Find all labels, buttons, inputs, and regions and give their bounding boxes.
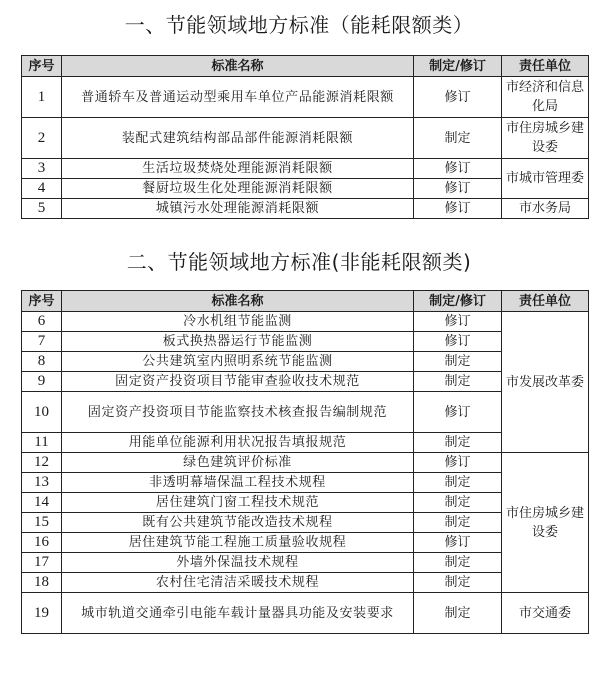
header-name: 标准名称 (62, 291, 414, 312)
row-no: 5 (22, 199, 62, 219)
header-no: 序号 (22, 56, 62, 77)
table-row (22, 118, 589, 159)
row-type: 制定 (414, 372, 502, 392)
row-standard-name: 公共建筑室内照明系统节能监测 (62, 352, 414, 372)
row-type: 制定 (414, 593, 502, 634)
row-unit: 市住房城乡建设委 (502, 118, 589, 159)
header-type: 制定/修订 (414, 291, 502, 312)
table-row (22, 159, 589, 179)
row-standard-name: 绿色建筑评价标准 (62, 453, 414, 473)
table-row (22, 593, 589, 634)
row-standard-name: 普通轿车及普通运动型乘用车单位产品能源消耗限额 (62, 77, 414, 118)
row-type: 制定 (414, 352, 502, 372)
row-standard-name: 用能单位能源利用状况报告填报规范 (62, 433, 414, 453)
row-type: 修订 (414, 179, 502, 199)
row-no: 17 (22, 553, 62, 573)
row-unit: 市住房城乡建设委 (502, 453, 589, 593)
row-no: 7 (22, 332, 62, 352)
row-standard-name: 冷水机组节能监测 (62, 312, 414, 332)
row-standard-name: 城市轨道交通牵引电能车载计量器具功能及安装要求 (62, 593, 414, 634)
row-standard-name: 固定资产投资项目节能监察技术核查报告编制规范 (62, 392, 414, 433)
header-no: 序号 (22, 291, 62, 312)
row-unit: 市城市管理委 (502, 159, 589, 199)
row-unit: 市发展改革委 (502, 312, 589, 453)
row-no: 18 (22, 573, 62, 593)
row-type: 制定 (414, 433, 502, 453)
row-type: 修订 (414, 392, 502, 433)
row-no: 9 (22, 372, 62, 392)
header-name: 标准名称 (62, 56, 414, 77)
energy-limit-standards-table (21, 55, 589, 219)
row-type: 修订 (414, 332, 502, 352)
row-standard-name: 农村住宅清洁采暖技术规程 (62, 573, 414, 593)
row-no: 6 (22, 312, 62, 332)
row-standard-name: 既有公共建筑节能改造技术规程 (62, 513, 414, 533)
table-row (22, 312, 589, 332)
row-type: 制定 (414, 573, 502, 593)
section-1-title: 一、节能领域地方标准（能耗限额类） (124, 13, 474, 37)
header-type: 制定/修订 (414, 56, 502, 77)
row-no: 4 (22, 179, 62, 199)
row-type: 制定 (414, 553, 502, 573)
table-row (22, 77, 589, 118)
row-standard-name: 非透明幕墙保温工程技术规程 (62, 473, 414, 493)
row-standard-name: 居住建筑门窗工程技术规范 (62, 493, 414, 513)
row-type: 制定 (414, 473, 502, 493)
row-standard-name: 固定资产投资项目节能审查验收技术规范 (62, 372, 414, 392)
row-unit: 市经济和信息化局 (502, 77, 589, 118)
row-no: 16 (22, 533, 62, 553)
row-unit: 市交通委 (502, 593, 589, 634)
row-standard-name: 城镇污水处理能源消耗限额 (62, 199, 414, 219)
row-type: 修订 (414, 533, 502, 553)
row-no: 2 (22, 118, 62, 159)
row-type: 制定 (414, 118, 502, 159)
non-energy-limit-standards-table (21, 290, 589, 634)
row-standard-name: 装配式建筑结构部品部件能源消耗限额 (62, 118, 414, 159)
row-no: 3 (22, 159, 62, 179)
row-standard-name: 居住建筑节能工程施工质量验收规程 (62, 533, 414, 553)
row-unit: 市水务局 (502, 199, 589, 219)
row-type: 制定 (414, 493, 502, 513)
row-no: 8 (22, 352, 62, 372)
row-type: 修订 (414, 453, 502, 473)
row-standard-name: 餐厨垃圾生化处理能源消耗限额 (62, 179, 414, 199)
row-standard-name: 板式换热器运行节能监测 (62, 332, 414, 352)
row-type: 制定 (414, 513, 502, 533)
row-type: 修订 (414, 77, 502, 118)
header-unit: 责任单位 (502, 56, 589, 77)
row-no: 11 (22, 433, 62, 453)
row-no: 14 (22, 493, 62, 513)
row-type: 修订 (414, 159, 502, 179)
row-no: 1 (22, 77, 62, 118)
row-no: 19 (22, 593, 62, 634)
row-type: 修订 (414, 199, 502, 219)
table-row (22, 199, 589, 219)
row-no: 15 (22, 513, 62, 533)
row-standard-name: 外墙外保温技术规程 (62, 553, 414, 573)
row-no: 13 (22, 473, 62, 493)
section-2-title: 二、节能领域地方标准(非能耗限额类) (126, 250, 472, 274)
header-unit: 责任单位 (502, 291, 589, 312)
row-standard-name: 生活垃圾焚烧处理能源消耗限额 (62, 159, 414, 179)
row-no: 12 (22, 453, 62, 473)
table-row (22, 453, 589, 473)
row-no: 10 (22, 392, 62, 433)
row-type: 修订 (414, 312, 502, 332)
